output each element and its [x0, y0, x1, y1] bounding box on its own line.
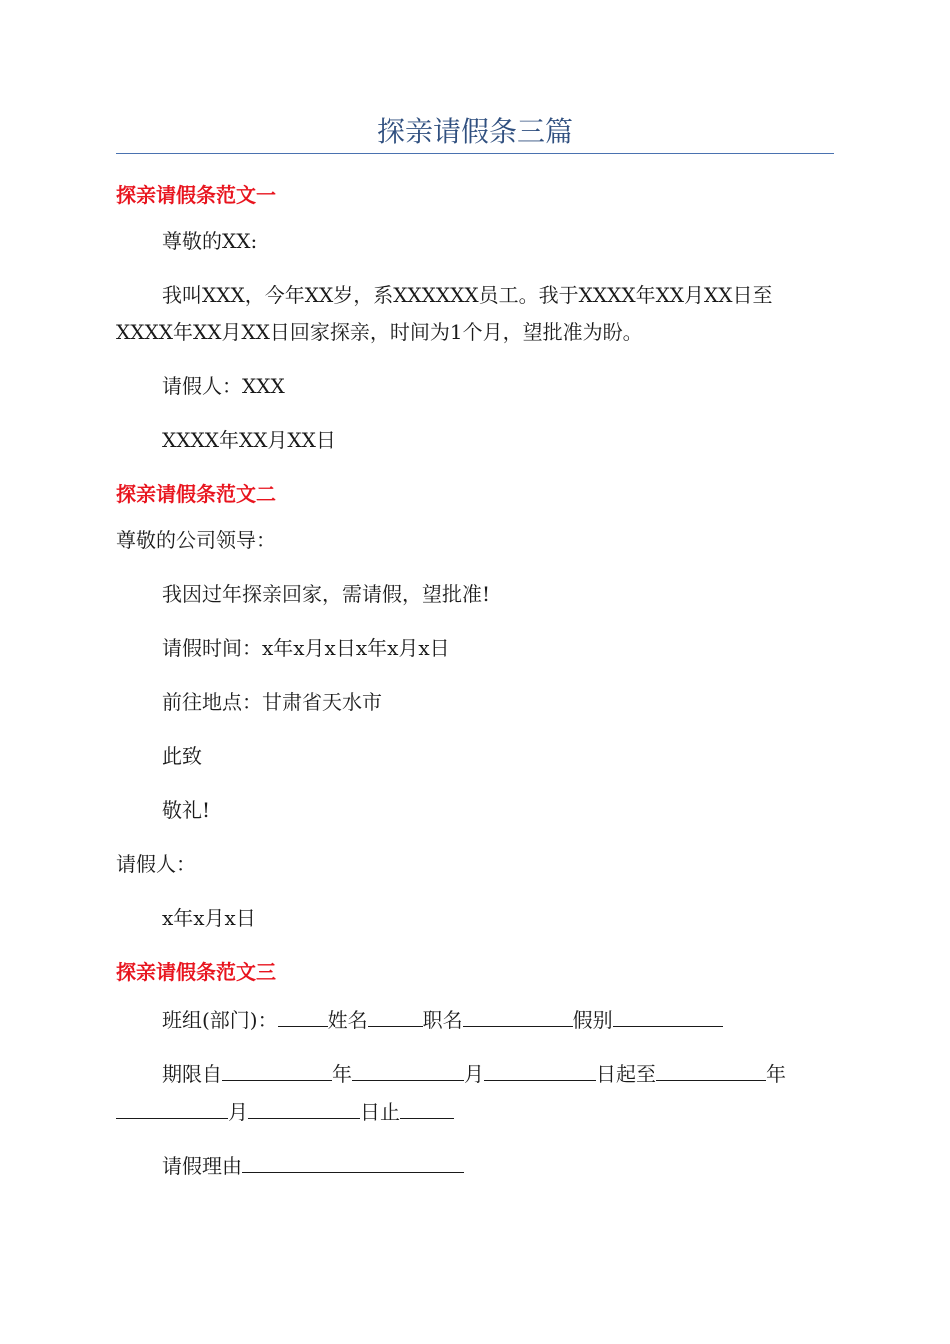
name-blank[interactable]	[368, 1004, 423, 1027]
body-line: XXXX年XX月XX日回家探亲，时间为1个月，望批准为盼。	[116, 320, 643, 344]
month-label: 月	[228, 1100, 248, 1124]
start-day-blank[interactable]	[484, 1058, 596, 1081]
body-line: 我叫XXX，今年XX岁，系XXXXXX员工。我于XXXX年XX月XX日至	[162, 283, 773, 307]
year-label: 年	[766, 1062, 786, 1086]
section-heading-1: 探亲请假条范文一	[116, 183, 276, 207]
end-year-blank[interactable]	[656, 1058, 766, 1081]
date-line: x年x月x日	[162, 906, 256, 930]
form-line-dept	[162, 1004, 723, 1034]
salutation: 尊敬的XX:	[162, 229, 258, 253]
end-day-blank[interactable]	[248, 1096, 360, 1119]
start-month-blank[interactable]	[352, 1058, 464, 1081]
position-label: 职名	[422, 1008, 463, 1032]
date-line: XXXX年XX月XX日	[162, 428, 336, 452]
closing-line: 此致	[162, 744, 202, 768]
body-line: 请假时间：x年x月x日x年x月x日	[162, 636, 450, 660]
section-heading-3: 探亲请假条范文三	[116, 960, 276, 984]
day-count-blank[interactable]	[400, 1096, 454, 1119]
document-title: 探亲请假条三篇	[376, 115, 573, 148]
title-underline	[116, 153, 834, 154]
leave-type-blank[interactable]	[613, 1004, 723, 1027]
salutation: 尊敬的公司领导：	[116, 528, 276, 552]
year-label: 年	[332, 1062, 352, 1086]
reason-label: 请假理由	[162, 1154, 242, 1178]
period-from-label: 期限自	[162, 1062, 222, 1086]
signature-line: 请假人：XXX	[162, 374, 285, 398]
form-line-period-cont	[116, 1096, 454, 1126]
month-label: 月	[464, 1062, 484, 1086]
body-line: 前往地点：甘肃省天水市	[162, 690, 382, 714]
dept-blank[interactable]	[278, 1004, 328, 1027]
form-line-reason	[162, 1150, 464, 1180]
body-line: 我因过年探亲回家，需请假，望批准!	[162, 582, 491, 606]
day-end-label: 日止	[360, 1100, 400, 1124]
position-blank[interactable]	[463, 1004, 573, 1027]
start-to-label: 日起至	[596, 1062, 656, 1086]
section-heading-2: 探亲请假条范文二	[116, 482, 276, 506]
name-label: 姓名	[327, 1008, 368, 1032]
dept-label: 班组(部门)：	[162, 1008, 278, 1032]
signature-line: 请假人：	[116, 852, 196, 876]
closing-line: 敬礼!	[162, 798, 211, 822]
start-year-blank[interactable]	[222, 1058, 332, 1081]
leave-type-label: 假别	[572, 1008, 613, 1032]
end-month-blank[interactable]	[116, 1096, 228, 1119]
form-line-period	[162, 1058, 786, 1088]
reason-blank[interactable]	[242, 1150, 464, 1173]
